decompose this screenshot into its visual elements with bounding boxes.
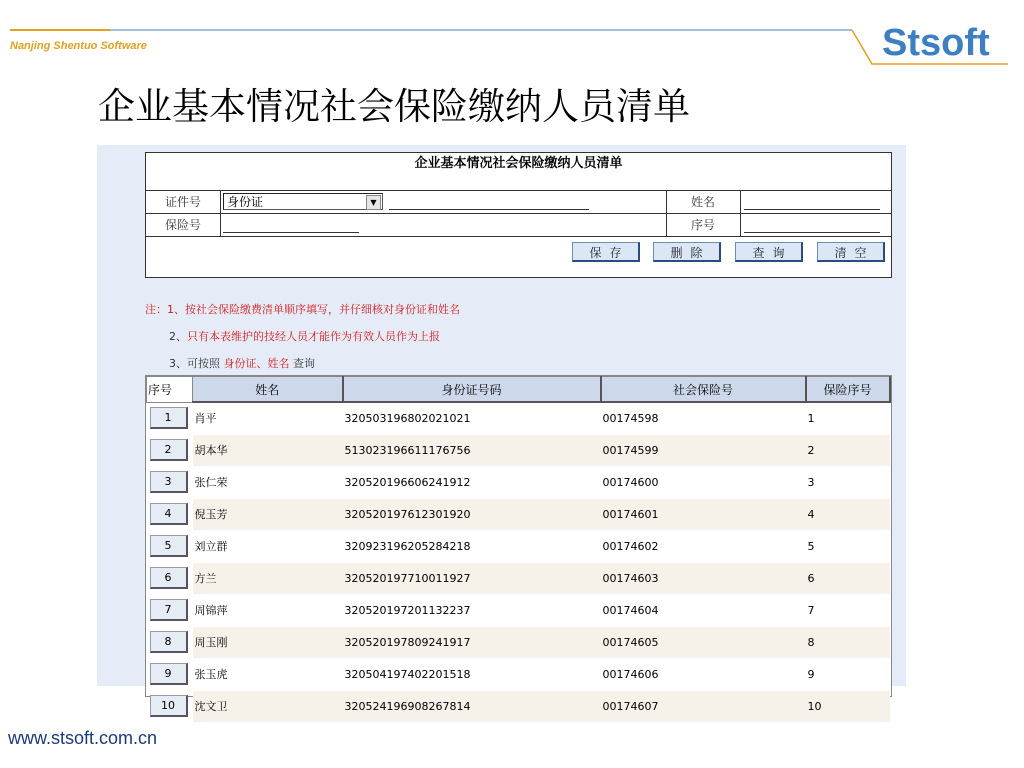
slide-title: 企业基本情况社会保险缴纳人员清单 (98, 85, 690, 128)
row-id-number: 320503196802021021 (343, 402, 601, 434)
row-seq-cell (147, 402, 193, 434)
note-2: 2、只有本表维护的技经人员才能作为有效人员作为上报 (169, 330, 440, 343)
header-decoration (0, 0, 1024, 70)
row-select-button[interactable]: 4 (150, 503, 188, 525)
row-insurance-no: 00174603 (601, 562, 806, 594)
form-title: 企业基本情况社会保险缴纳人员清单 (146, 153, 891, 191)
col-header-seq[interactable]: 序号 (147, 377, 193, 403)
id-type-label: 证件号 (164, 195, 201, 209)
row-id-number: 320520197809241917 (343, 626, 601, 658)
staff-table (146, 376, 891, 723)
row-id-number: 320504197402201518 (343, 658, 601, 690)
seq-label: 序号 (690, 218, 715, 232)
row-select-button[interactable]: 6 (150, 567, 188, 589)
save-button[interactable]: 保存 (572, 242, 640, 262)
query-button[interactable]: 查询 (735, 242, 803, 262)
app-panel (97, 145, 906, 713)
button-row (146, 237, 891, 277)
row-select-button[interactable]: 2 (150, 439, 188, 461)
col-header-insurance-seq[interactable]: 保险序号 (806, 377, 890, 403)
row-name: 周锦萍 (193, 594, 343, 626)
footer-url: www.stsoft.com.cn (8, 728, 158, 748)
row-insurance-no: 00174599 (601, 434, 806, 466)
row-id-number: 320520197710011927 (343, 562, 601, 594)
row-insurance-seq: 2 (806, 434, 890, 466)
row-insurance-no: 00174607 (601, 690, 806, 722)
row-seq-cell (147, 562, 193, 594)
row-name: 倪玉芳 (193, 498, 343, 530)
row-insurance-no: 00174598 (601, 402, 806, 434)
row-name: 张仁荣 (193, 466, 343, 498)
row-seq-cell (147, 434, 193, 466)
row-select-button[interactable]: 3 (150, 471, 188, 493)
col-header-name[interactable]: 姓名 (193, 377, 343, 403)
stsoft-logo: Stsoft (882, 22, 990, 64)
company-name-en: Nanjing Shentuo Software (10, 40, 147, 52)
entry-form (145, 152, 892, 278)
row-insurance-no: 00174601 (601, 498, 806, 530)
name-input[interactable] (744, 209, 880, 210)
id-type-select[interactable] (223, 193, 383, 210)
row-seq-cell (147, 466, 193, 498)
table-row[interactable] (147, 402, 890, 434)
form-row-id (146, 191, 891, 214)
table-row[interactable] (147, 690, 890, 722)
table-row[interactable] (147, 626, 890, 658)
row-name: 张玉虎 (193, 658, 343, 690)
table-body (147, 402, 890, 722)
row-id-number: 320520197201132237 (343, 594, 601, 626)
row-insurance-no: 00174605 (601, 626, 806, 658)
staff-grid (145, 375, 892, 713)
row-name: 胡本华 (193, 434, 343, 466)
row-select-button[interactable]: 7 (150, 599, 188, 621)
row-seq-cell (147, 626, 193, 658)
row-id-number: 320923196205284218 (343, 530, 601, 562)
row-insurance-seq: 1 (806, 402, 890, 434)
chevron-down-icon[interactable]: ▼ (366, 195, 381, 210)
table-row[interactable] (147, 658, 890, 690)
row-select-button[interactable]: 8 (150, 631, 188, 653)
table-header-row (147, 377, 890, 403)
row-insurance-no: 00174602 (601, 530, 806, 562)
row-seq-cell (147, 690, 193, 722)
row-select-button[interactable]: 10 (150, 695, 188, 717)
row-name: 周玉刚 (193, 626, 343, 658)
col-header-id-number[interactable]: 身份证号码 (343, 377, 601, 403)
notes (145, 296, 460, 323)
row-id-number: 513023196611176756 (343, 434, 601, 466)
id-type-value: 身份证 (227, 195, 264, 209)
insurance-no-label: 保险号 (164, 218, 201, 232)
row-select-button[interactable]: 5 (150, 535, 188, 557)
note-1: 注：1、按社会保险缴费清单顺序填写，并仔细核对身份证和姓名 (145, 303, 460, 316)
col-header-insurance-no[interactable]: 社会保险号 (601, 377, 806, 403)
row-select-button[interactable]: 1 (150, 407, 188, 429)
row-id-number: 320524196908267814 (343, 690, 601, 722)
row-insurance-seq: 4 (806, 498, 890, 530)
seq-input[interactable] (744, 232, 880, 233)
row-id-number: 320520197612301920 (343, 498, 601, 530)
row-insurance-seq: 8 (806, 626, 890, 658)
row-select-button[interactable]: 9 (150, 663, 188, 685)
row-name: 刘立群 (193, 530, 343, 562)
table-row[interactable] (147, 498, 890, 530)
row-insurance-seq: 5 (806, 530, 890, 562)
row-name: 方兰 (193, 562, 343, 594)
clear-button[interactable]: 清空 (817, 242, 885, 262)
row-name: 沈文卫 (193, 690, 343, 722)
row-insurance-no: 00174606 (601, 658, 806, 690)
row-insurance-no: 00174600 (601, 466, 806, 498)
name-label: 姓名 (690, 195, 715, 209)
row-name: 肖平 (193, 402, 343, 434)
row-insurance-seq: 6 (806, 562, 890, 594)
row-id-number: 320520196606241912 (343, 466, 601, 498)
row-seq-cell (147, 658, 193, 690)
insurance-no-input[interactable] (223, 232, 359, 233)
table-row[interactable] (147, 434, 890, 466)
form-row-ins (146, 214, 891, 237)
table-row[interactable] (147, 594, 890, 626)
delete-button[interactable]: 删除 (653, 242, 721, 262)
row-insurance-seq: 7 (806, 594, 890, 626)
table-row[interactable] (147, 466, 890, 498)
row-insurance-no: 00174604 (601, 594, 806, 626)
row-seq-cell (147, 594, 193, 626)
row-insurance-seq: 9 (806, 658, 890, 690)
slide-header (0, 0, 1024, 70)
table-row[interactable] (147, 562, 890, 594)
row-insurance-seq: 3 (806, 466, 890, 498)
row-seq-cell (147, 498, 193, 530)
row-insurance-seq: 10 (806, 690, 890, 722)
table-row[interactable] (147, 530, 890, 562)
row-seq-cell (147, 530, 193, 562)
note-3: 3、可按照 身份证、姓名 查询 (169, 357, 315, 370)
id-number-input[interactable] (389, 209, 589, 210)
